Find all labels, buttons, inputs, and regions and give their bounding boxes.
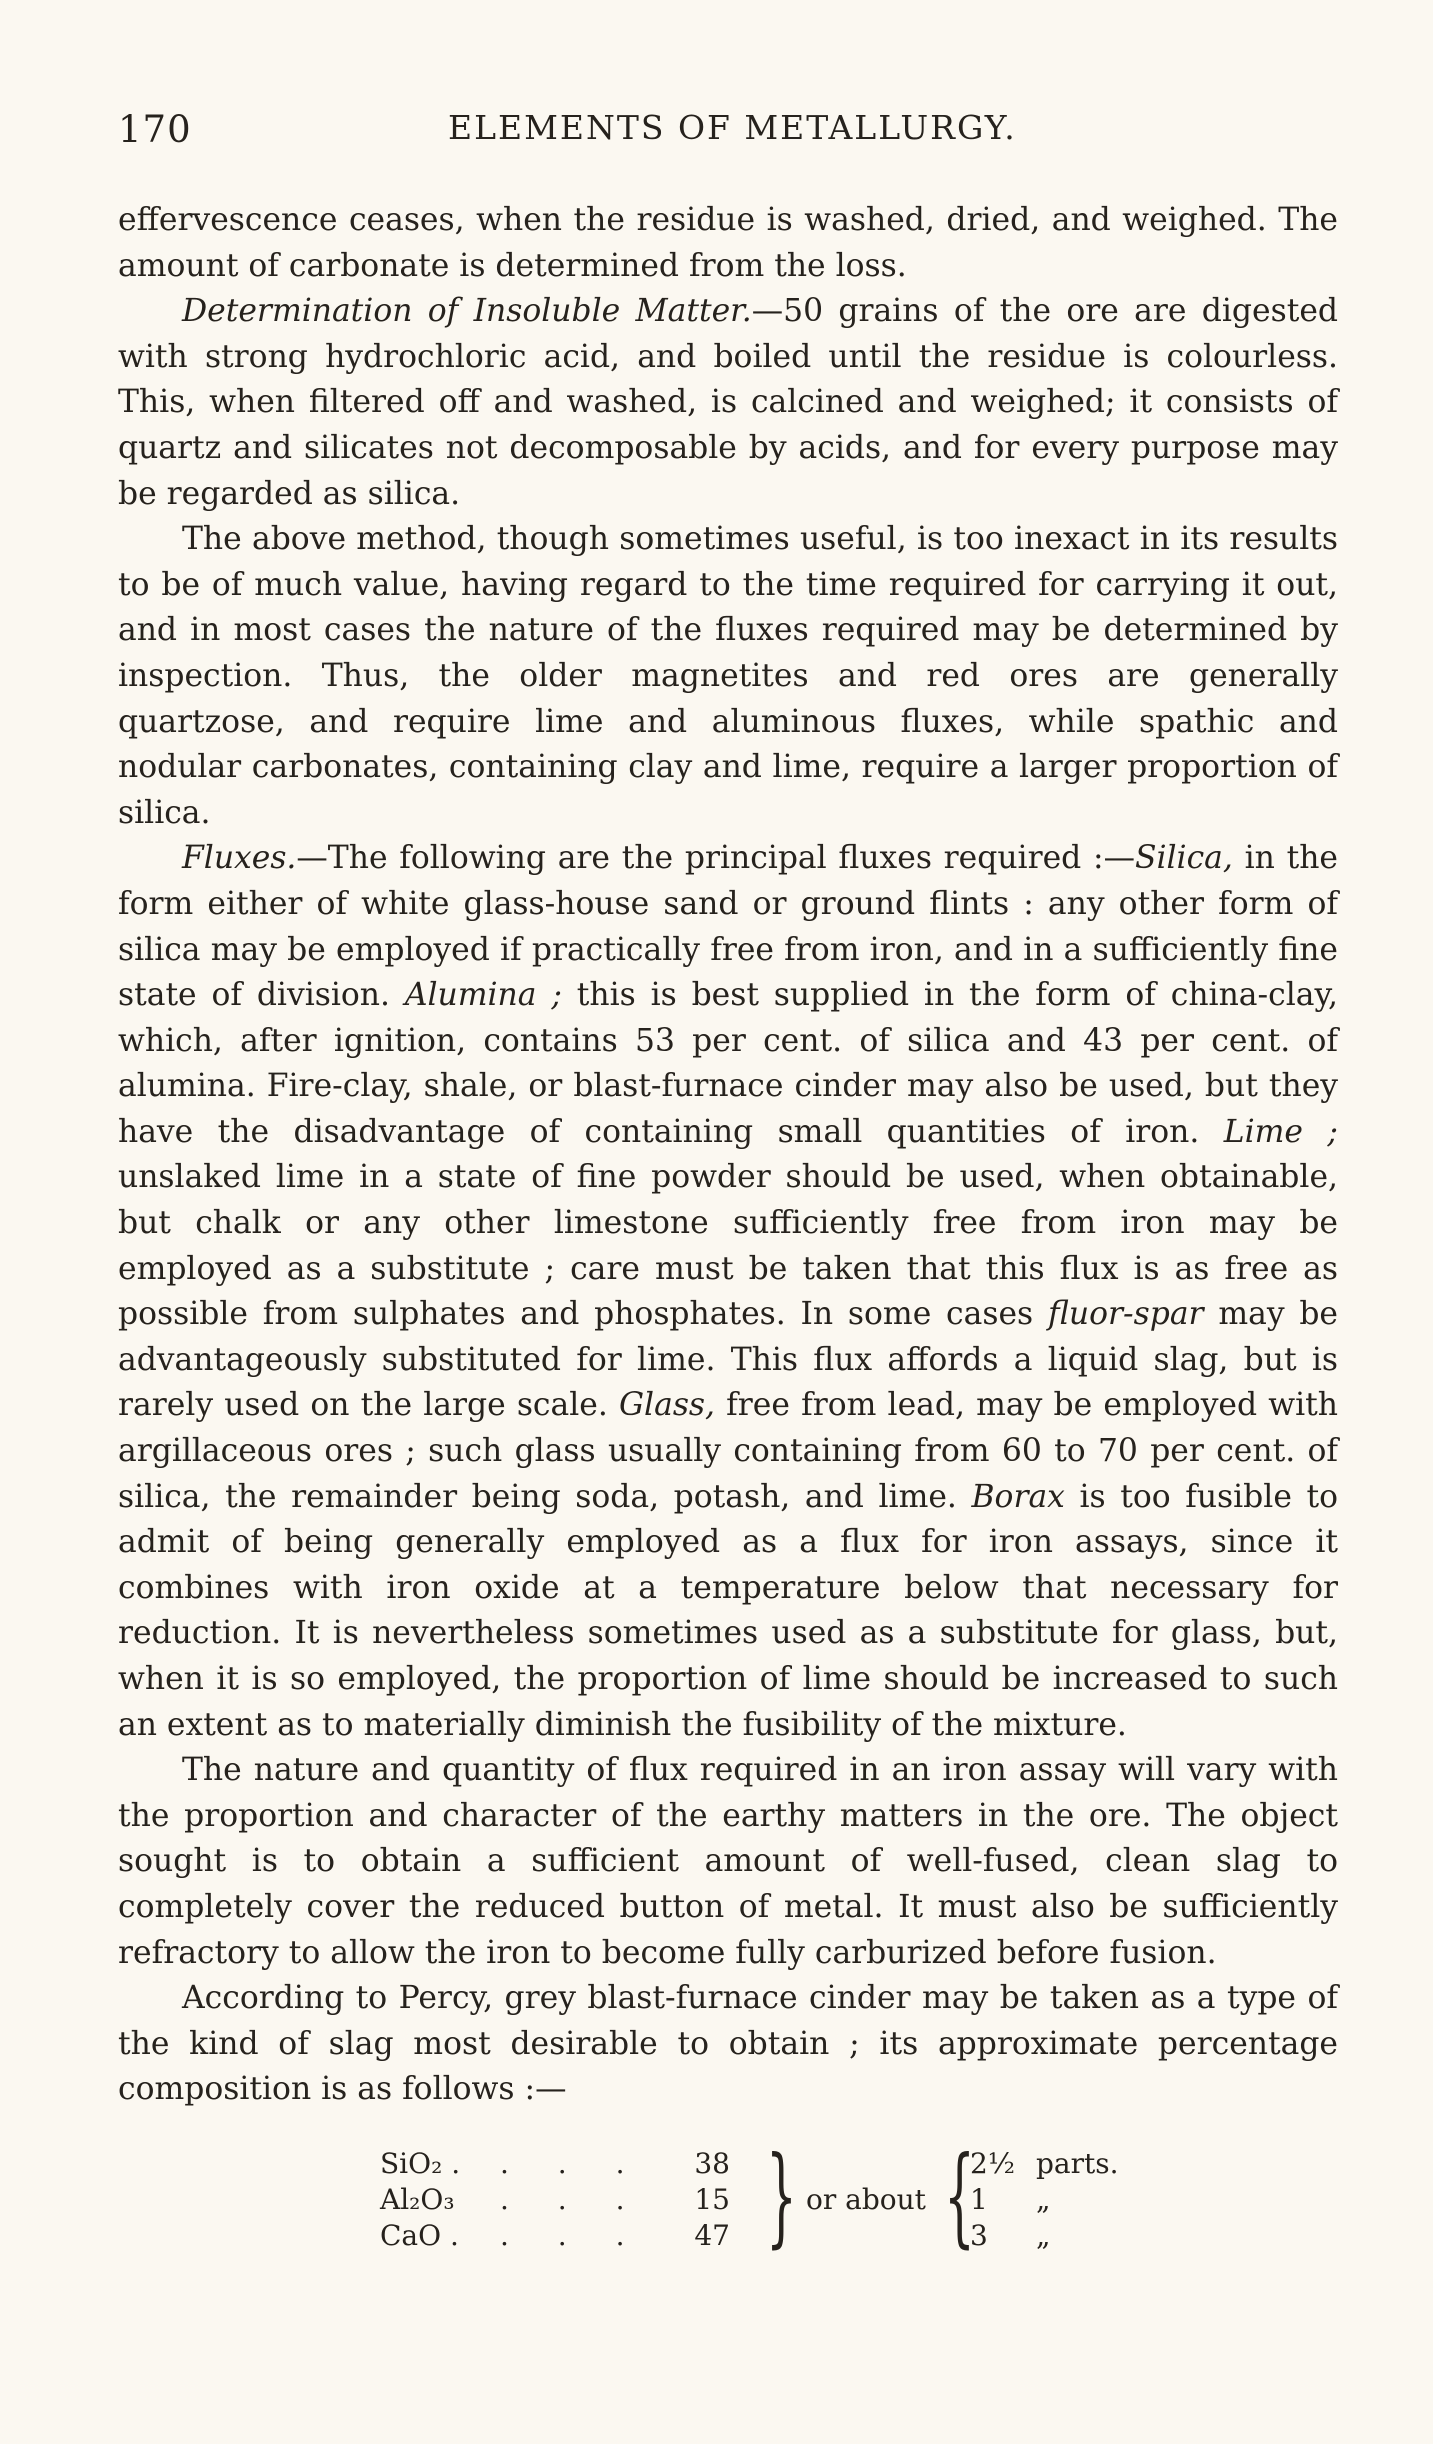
page-number: 170 bbox=[118, 108, 192, 151]
percentage-value: 47 bbox=[694, 2218, 730, 2252]
term-borax: Borax bbox=[971, 1478, 1065, 1515]
parts-row bbox=[970, 2183, 1130, 2219]
leader-dots: . . . bbox=[500, 2146, 645, 2180]
connector-text: or about bbox=[806, 2182, 926, 2216]
fluxes-text-4: unslaked lime in a state of fine powder should be used, when obtainable, but chalk or any other limestone sufficiently free from iron may be employed as a substitute ; care must be taken that this flux is as free as possible from sulphates and phosphates. In some cases bbox=[118, 1159, 1338, 1333]
leader-dots: . . . bbox=[500, 2182, 645, 2216]
fluxes-text-6: free from lead, may be employed with argillaceous ores ; such glass usually containing from 60 to 70 per cent. of silica, the remainder being soda, potash, and lime. bbox=[118, 1387, 1338, 1515]
parts-row bbox=[970, 2219, 1130, 2255]
composition-row bbox=[380, 2219, 760, 2255]
composition-row bbox=[380, 2147, 760, 2183]
parts-unit: parts. bbox=[1036, 2146, 1119, 2180]
fluxes-text-7: is too fusible to admit of being generally employed as a flux for iron assays, since it combines with iron oxide at a temperature below that necessary for reduction. It is nevertheless sometimes used as a substitute for glass, but, when it is so employed, the proportion of lime should be increased to such an extent as to materially diminish the fusibility of the mixture. bbox=[118, 1478, 1338, 1743]
composition-rows bbox=[380, 2147, 760, 2255]
parts-number: 2½ bbox=[970, 2146, 1015, 2180]
running-title: ELEMENTS OF METALLURGY. bbox=[448, 108, 1017, 147]
fluxes-text-2: in the form either of white glass-house sand or ground flints : any other form of silica may be employed if practically free from iron, and in a sufficiently fine state of division. bbox=[118, 840, 1338, 1014]
paragraph-percy: According to Percy, grey blast-furnace cinder may be taken as a type of the kind of slag most desirable to obtain ; its approximate percentage composition is as follows :— bbox=[118, 1980, 1338, 2108]
term-alumina: Alumina ; bbox=[404, 977, 562, 1014]
left-brace-icon: { bbox=[944, 2133, 975, 2259]
body-text bbox=[118, 198, 1338, 2113]
fluxes-text-3: this is best supplied in the form of china-clay, which, after ignition, contains 53 per cent. of silica and 43 per cent. of alumina. Fire-clay, shale, or blast-furnace cinder may also be used, but they have the disadvantage of containing small quantities of iron. bbox=[118, 977, 1339, 1150]
paragraph-method-note: The above method, though sometimes useful, is too inexact in its results to be of much value, having regard to the time required for carrying it out, and in most cases the nature of the fluxes required may be determined by inspection. Thus, the older magnetites and red ores are generally quartzose, and require lime and aluminous fluxes, while spathic and nodular carbonates, containing clay and lime, require a larger proportion of silica. bbox=[118, 521, 1338, 831]
formula: Al₂O₃ bbox=[380, 2182, 455, 2216]
right-brace-icon: } bbox=[766, 2133, 797, 2259]
composition-row bbox=[380, 2183, 760, 2219]
parts-column bbox=[970, 2147, 1130, 2255]
page-header bbox=[118, 108, 1338, 168]
parts-row bbox=[970, 2147, 1130, 2183]
parts-unit: „ bbox=[1036, 2182, 1051, 2216]
fluxes-text-1: —The following are the principal fluxes required :— bbox=[296, 840, 1135, 877]
paragraph-flux-quantity: The nature and quantity of flux required in an iron assay will vary with the proportion and character of the earthy matters in the ore. The object sought is to obtain a sufficient amount of well-fused, clean slag to completely cover the reduced button of metal. It must also be sufficiently refractory to allow the iron to become fully carburized before fusion. bbox=[118, 1752, 1338, 1971]
paragraph-insoluble-matter bbox=[118, 289, 1338, 517]
section-heading-insoluble-matter: Determination of Insoluble Matter. bbox=[182, 293, 752, 330]
parts-unit: „ bbox=[1036, 2218, 1051, 2252]
term-silica: Silica, bbox=[1134, 840, 1233, 877]
parts-number: 1 bbox=[970, 2182, 988, 2216]
paragraph-insoluble-text: —50 grains of the ore are digested with strong hydrochloric acid, and boiled until the residue is colourless. This, when filtered off and washed, is calcined and weighed; it consists of quartz and silicates not decomposable by acids, and for every purpose may be regarded as silica. bbox=[118, 293, 1338, 512]
fluxes-text-5: may be advantageously substituted for lime. This flux affords a liquid slag, but is rarely used on the large scale. bbox=[118, 1296, 1339, 1424]
percentage-value: 15 bbox=[694, 2182, 730, 2216]
paragraph-1: effervescence ceases, when the residue is washed, dried, and weighed. The amount of carbonate is determined from the loss. bbox=[118, 202, 1338, 284]
page bbox=[118, 108, 1338, 2297]
formula: SiO₂ . bbox=[380, 2146, 461, 2180]
formula: CaO . bbox=[380, 2218, 459, 2252]
term-glass: Glass, bbox=[618, 1387, 716, 1424]
composition-table bbox=[118, 2133, 1338, 2297]
percentage-value: 38 bbox=[694, 2146, 730, 2180]
term-lime: Lime ; bbox=[1223, 1113, 1338, 1150]
term-fluor-spar: fluor-spar bbox=[1047, 1296, 1204, 1333]
paragraph-fluxes bbox=[118, 836, 1338, 1748]
parts-number: 3 bbox=[970, 2218, 988, 2252]
leader-dots: . . . bbox=[500, 2218, 645, 2252]
section-heading-fluxes: Fluxes. bbox=[182, 840, 297, 877]
